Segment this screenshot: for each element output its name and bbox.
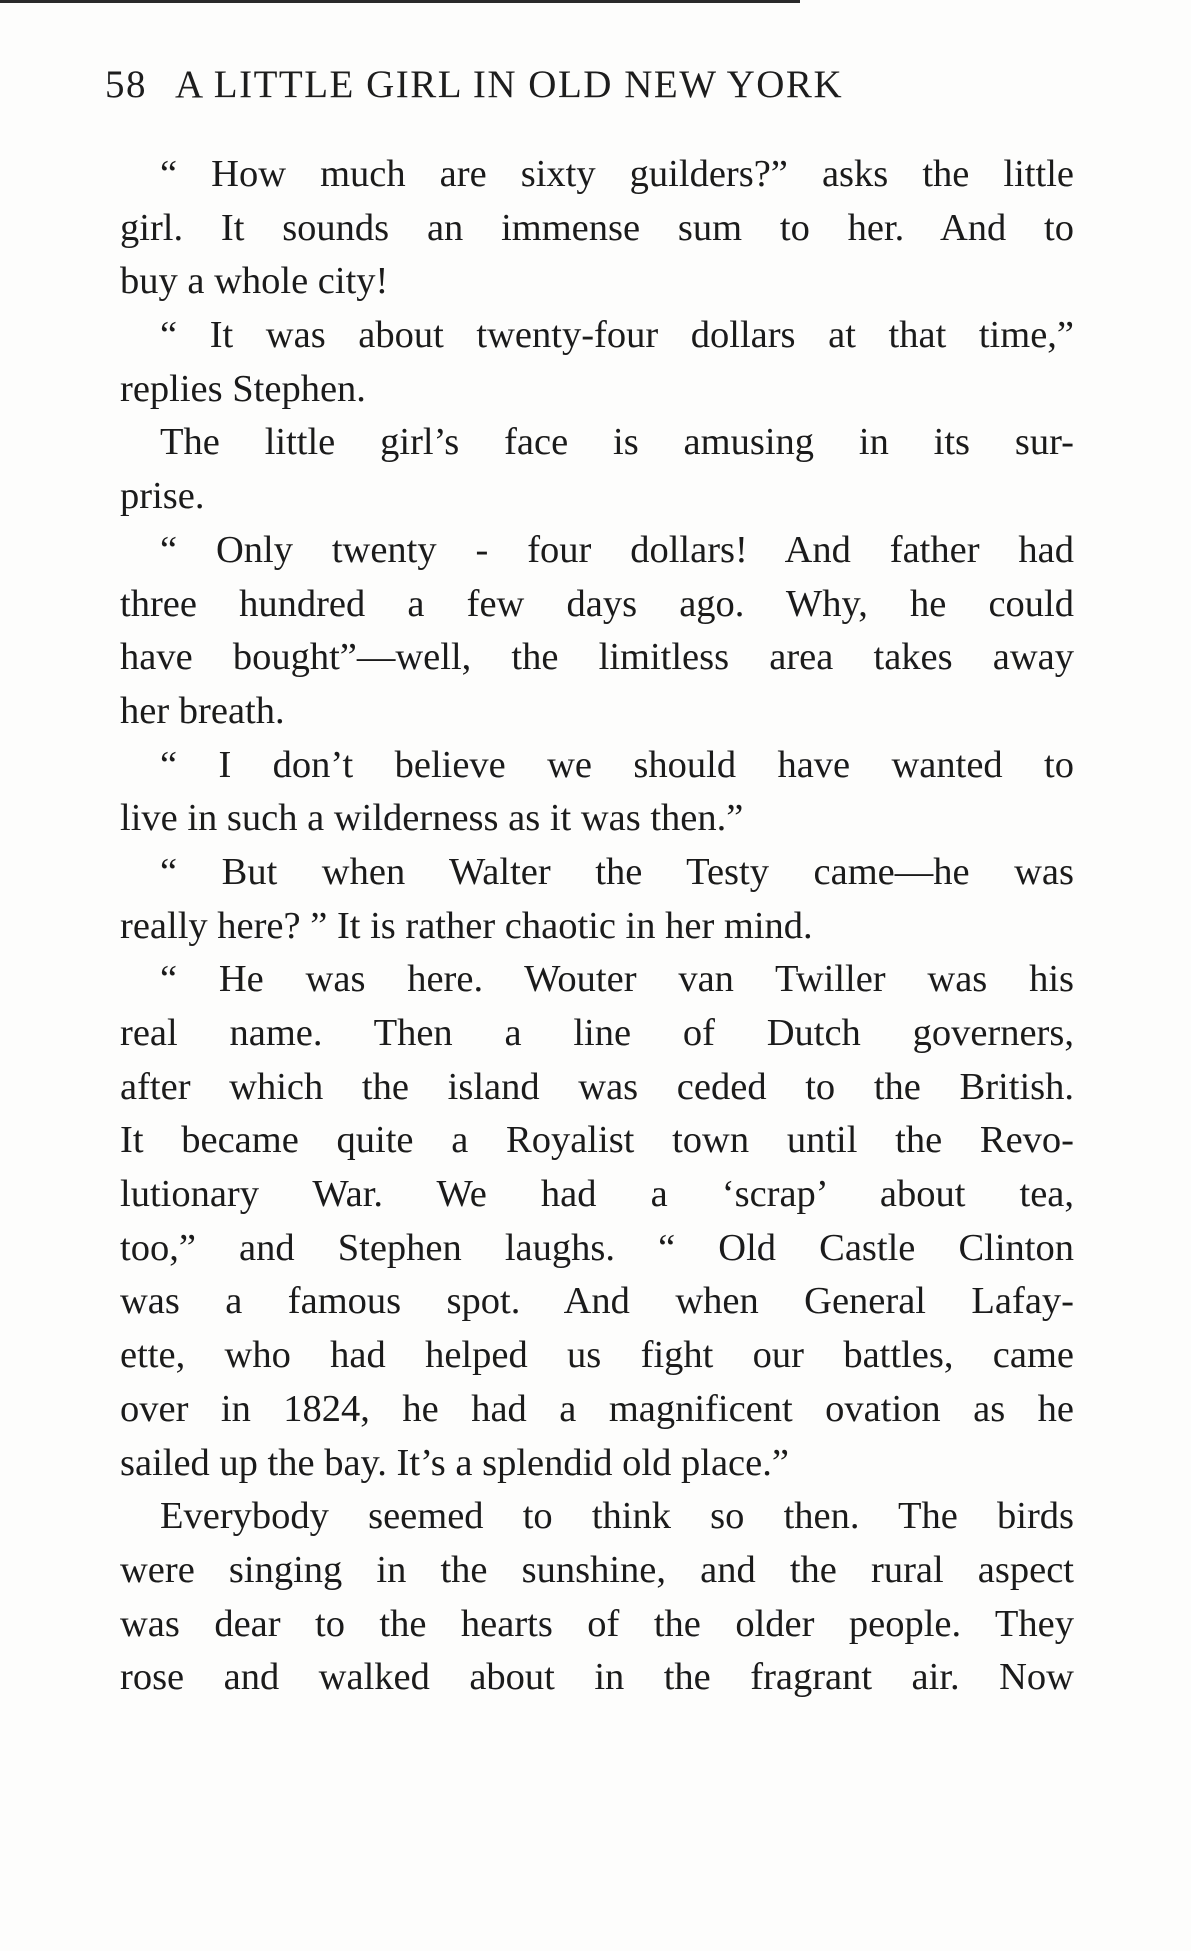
text-line: It became quite a Royalist town until the Revo- — [120, 1119, 1074, 1162]
text-line: sailed up the bay. It’s a splendid old place.” — [120, 1441, 789, 1484]
text-line: ette, who had helped us fight our battles, came — [120, 1334, 1074, 1377]
text-line: Everybody seemed to think so then. The birds — [160, 1495, 1074, 1538]
text-line: three hundred a few days ago. Why, he could — [120, 582, 1074, 625]
text-line: have bought”—well, the limitless area takes away — [120, 636, 1074, 679]
text-line: prise. — [120, 475, 205, 518]
text-line: “ It was about twenty-four dollars at that time,” — [160, 314, 1074, 357]
text-line: over in 1824, he had a magnificent ovation as he — [120, 1387, 1074, 1430]
text-line: was a famous spot. And when General Lafay- — [120, 1280, 1074, 1323]
text-line: The little girl’s face is amusing in its sur- — [160, 421, 1074, 464]
text-line: “ Only twenty - four dollars! And father had — [160, 528, 1074, 571]
text-line: after which the island was ceded to the British. — [120, 1065, 1074, 1108]
text-line: were singing in the sunshine, and the rural aspect — [120, 1548, 1074, 1591]
text-line: rose and walked about in the fragrant air. Now — [120, 1656, 1074, 1699]
text-line: lutionary War. We had a ‘scrap’ about tea, — [120, 1173, 1074, 1216]
running-head — [105, 62, 1085, 107]
text-line: “ He was here. Wouter van Twiller was his — [160, 958, 1074, 1001]
page-number: 58 — [105, 63, 147, 106]
text-line: her breath. — [120, 689, 285, 732]
text-line: too,” and Stephen laughs. “ Old Castle Clinton — [120, 1226, 1074, 1269]
text-line: real name. Then a line of Dutch governers, — [120, 1012, 1074, 1054]
body-text — [120, 148, 1074, 1705]
text-line: “ I don’t believe we should have wanted to — [160, 743, 1074, 786]
text-line: replies Stephen. — [120, 367, 366, 410]
running-title: A LITTLE GIRL IN OLD NEW YORK — [175, 63, 844, 106]
text-line: “ How much are sixty guilders?” asks the little — [160, 153, 1074, 195]
text-line: really here? ” It is rather chaotic in her mind. — [120, 904, 813, 947]
text-line: girl. It sounds an immense sum to her. And to — [120, 206, 1074, 249]
top-edge-rule — [0, 0, 800, 3]
text-line: buy a whole city! — [120, 260, 389, 303]
text-line: live in such a wilderness as it was then.” — [120, 797, 744, 840]
text-line: was dear to the hearts of the older people. They — [120, 1602, 1074, 1645]
text-line: “ But when Walter the Testy came—he was — [160, 850, 1074, 893]
